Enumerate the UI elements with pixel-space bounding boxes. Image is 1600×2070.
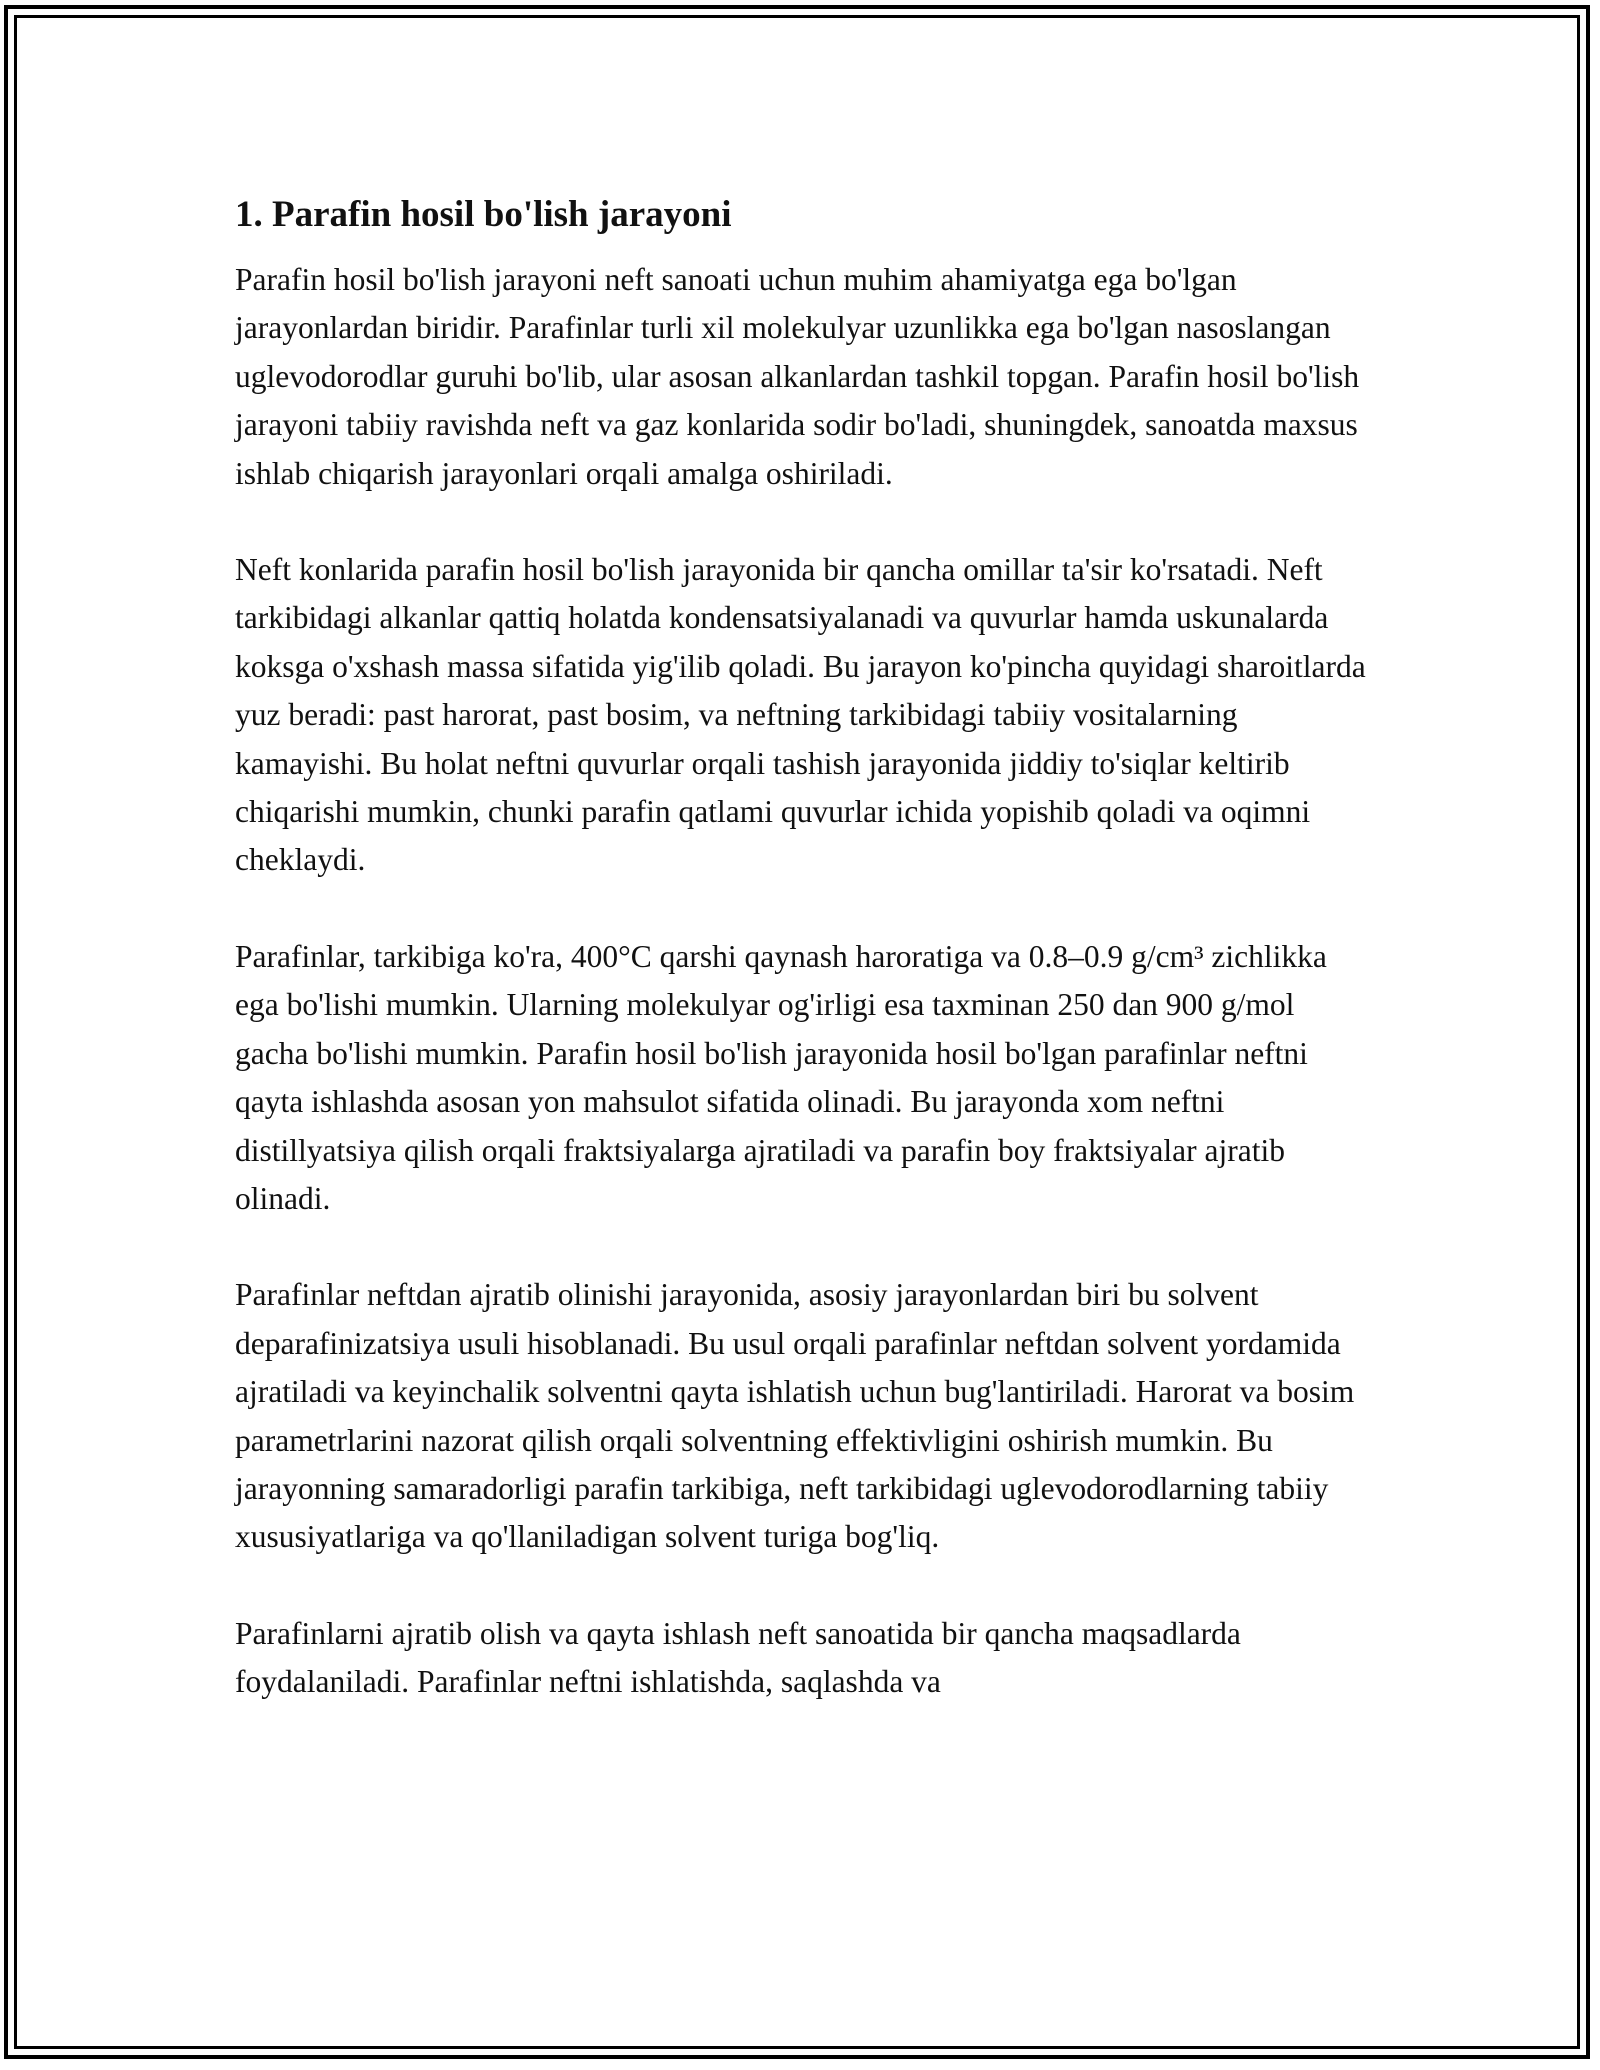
paragraph-applications: Parafinlarni ajratib olish va qayta ishlash neft sanoatida bir qancha maqsadlarda foydalaniladi. Parafinlar neftni ishlatishda, saqlashda va (235, 1615, 1241, 1700)
paragraph-intro: Parafin hosil bo'lish jarayoni neft sanoati uchun muhim ahamiyatga ega bo'lgan jarayonlardan biridir. Parafinlar turli xil molekulyar uzunlikka ega bo'lgan nasoslangan uglevodorodlar guruhi bo'lib, ular asosan alkanlardan tashkil topgan. Parafin hosil bo'lish jarayoni tabiiy ravishda neft va gaz konlarida sodir bo'ladi, shuningdek, sanoatda maxsus ishlab chiqarish jarayonlari orqali amalga oshiriladi. (235, 262, 1360, 491)
paragraph-properties: Parafinlar, tarkibiga ko'ra, 400°C qarshi qaynash haroratiga va 0.8–0.9 g/cm³ zichlikka ega bo'lishi mumkin. Ularning molekulyar og'irligi esa taxminan 250 dan 900 g/mol gacha bo'lishi mumkin. Parafin hosil bo'lish jarayonida hosil bo'lgan parafinlar neftni qayta ishlashda asosan yon mahsulot sifatida olinadi. Bu jarayonda xom neftni distillyatsiya qilish orqali fraktsiyalarga ajratiladi va parafin boy fraktsiyalar ajratib olinadi. (235, 938, 1327, 1216)
paragraph-solvent-dewaxing: Parafinlar neftdan ajratib olinishi jarayonida, asosiy jarayonlardan biri bu solvent deparafinizatsiya usuli hisoblanadi. Bu usul orqali parafinlar neftdan solvent yordamida ajratiladi va keyinchalik solventni qayta ishlatish uchun bug'lantiriladi. Harorat va bosim parametrlarini nazorat qilish orqali solventning effektivligini oshirish mumkin. Bu jarayonning samaradorligi parafin tarkibiga, neft tarkibidagi uglevodorodlarning tabiiy xususiyatlariga va qo'llaniladigan solvent turiga bog'liq. (235, 1277, 1355, 1555)
section-heading: 1. Parafin hosil bo'lish jarayoni (235, 194, 732, 235)
document-body (235, 186, 1370, 1707)
paragraph-oil-fields: Neft konlarida parafin hosil bo'lish jarayonida bir qancha omillar ta'sir ko'rsatadi. Neft tarkibidagi alkanlar qattiq holatda kondensatsiyalanadi va quvurlar hamda uskunalarda koksga o'xshash massa sifatida yig'ilib qoladi. Bu jarayon ko'pincha quyidagi sharoitlarda yuz beradi: past harorat, past bosim, va neftning tarkibidagi tabiiy vositalarning kamayishi. Bu holat neftni quvurlar orqali tashish jarayonida jiddiy to'siqlar keltirib chiqarishi mumkin, chunki parafin qatlami quvurlar ichida yopishib qoladi va oqimni cheklaydi. (235, 552, 1366, 878)
